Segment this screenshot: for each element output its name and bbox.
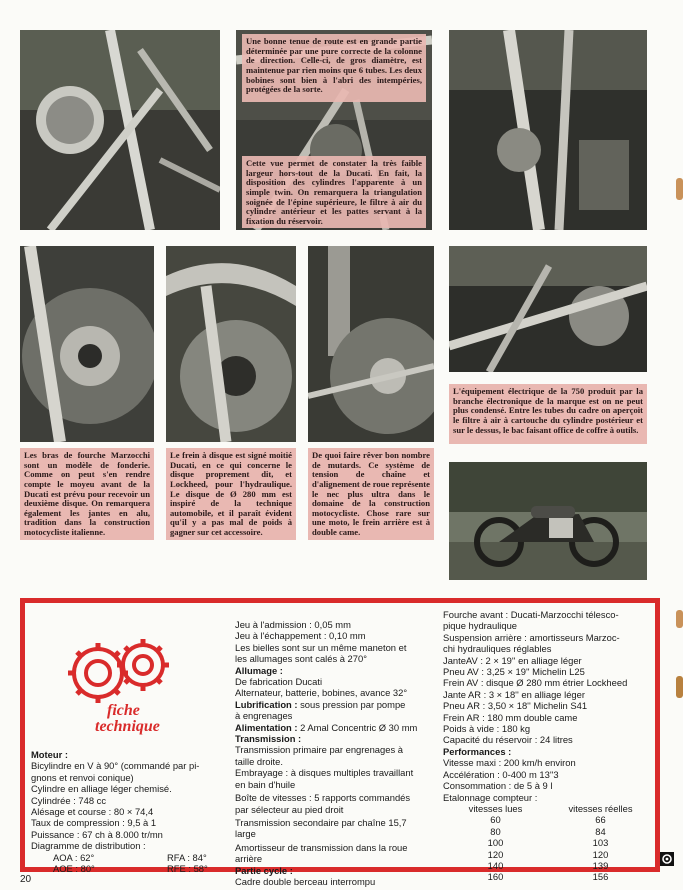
gear-square-icon — [660, 852, 674, 866]
speed-read: 80 — [490, 825, 501, 837]
fiche-line: Jeu à l'échappement : 0,10 mm — [235, 630, 366, 642]
edge-mark — [676, 610, 683, 628]
photo-rear-wheel-image — [308, 246, 434, 442]
fiche-line: Cadre double berceau interrompu — [235, 875, 376, 887]
photo-motorcycle — [449, 462, 647, 580]
caption-steering-column: Une bonne tenue de route est en grande partie déterminée par une pure correcte de la colonne de direction. Celle-ci, de gros diamètre, est maintenue par rien moins que 6 tubes. Les deux bobines sont bien à l'abri des intempéries, protégées de la sorte. — [242, 34, 426, 102]
photo-electrics-image — [449, 246, 647, 372]
fiche-line: Frein AV : disque Ø 280 mm étrier Lockheed — [443, 677, 628, 689]
photo-steering-head-image — [20, 30, 220, 230]
page-number: 20 — [20, 874, 32, 885]
fiche-line: Frein AR : 180 mm double came — [443, 711, 578, 723]
speed-table-header-real: vitesses réelles — [568, 802, 633, 814]
edge-mark — [676, 676, 683, 698]
fiche-line: en bain d'huile — [235, 778, 296, 790]
speed-read: 60 — [490, 814, 501, 826]
fiche-line: Jeu à l'admission : 0,05 mm — [235, 619, 351, 630]
fiche-line: Embrayage : à disques multiples travaillant — [235, 767, 414, 779]
speed-table-header-read: vitesses lues — [468, 802, 523, 814]
fiche-line: Pneu AV : 3,25 × 19'' Michelin L25 — [443, 666, 585, 678]
photo-fork — [20, 246, 154, 442]
heading-allumage: Allumage : — [235, 664, 283, 676]
caption-narrow-width: Cette vue permet de constater la très faible largeur hors-tout de la Ducati. En fait, la disposition des cylindres l'apparente à un simple twin. On remarquera la triangulation soignée de l'épine supérieure, le filtre à air du cylindre antérieur et les pattes servant à la fixation du réservoir. — [242, 156, 426, 228]
fiche-line: Transmission secondaire par chaîne 15,7 — [235, 816, 407, 828]
fiche-line: Alésage et course : 80 × 74,4 — [31, 806, 154, 818]
fiche-line: les allumages sont calés à 270° — [235, 653, 367, 665]
fiche-line: large — [235, 828, 256, 840]
technical-sheet — [20, 598, 660, 887]
fiche-line: Vitesse maxi : 200 km/h environ — [443, 757, 576, 769]
heading-partie-cycle: Partie cycle : — [235, 864, 293, 876]
timing-rfa: RFA : 84° — [167, 851, 207, 863]
photo-engine-top-image — [449, 30, 647, 230]
fiche-line: Etalonnage compteur : — [443, 791, 538, 803]
fiche-line: taille droite. — [235, 755, 283, 767]
fiche-line: JanteAV : 2 × 19'' en alliage léger — [443, 654, 582, 666]
fiche-line: arrière — [235, 853, 263, 865]
fiche-line: Les bielles sont sur un même maneton et — [235, 641, 407, 653]
fiche-line: De fabrication Ducati — [235, 676, 323, 688]
fiche-line: 2 Amal Concentric Ø 30 mm — [300, 721, 418, 733]
fiche-line: Poids à vide : 180 kg — [443, 723, 531, 735]
fiche-line: Accélération : 0-400 m 13''3 — [443, 768, 559, 780]
caption-electrical: L'équipement électrique de la 750 produit par la branche électronique de la marque est on ne peut plus condensé. Entre les tubes du cadre on aperçoit le filtre à air à cartouche du cylindre postérieur et sur le dessus, le bac faisant office de coffre à outils. — [449, 384, 647, 444]
fiche-line: Amortisseur de transmission dans la roue — [235, 841, 408, 853]
speedometer-table — [443, 803, 653, 883]
table-row — [443, 837, 653, 848]
fiche-line: Bicylindre en V à 90° (commandé par pi- — [31, 760, 200, 772]
photo-steering-head — [20, 30, 220, 230]
photo-engine-top — [449, 30, 647, 230]
fiche-line: Boîte de vitesses : 5 rapports commandés — [235, 792, 411, 804]
fiche-logo-line2: technique — [95, 718, 160, 735]
heading-performances: Performances : — [443, 745, 512, 757]
fiche-logo-line1: fiche — [107, 702, 140, 719]
fiche-line: Jante AR : 3 × 18'' en alliage léger — [443, 688, 585, 700]
fiche-line: Puissance : 67 ch à 8.000 tr/mn — [31, 828, 163, 840]
timing-aoa: AOA : 62° — [53, 851, 95, 863]
heading-transmission: Transmission : — [235, 733, 302, 745]
photo-motorcycle-image — [449, 462, 647, 580]
photo-rear-wheel — [308, 246, 434, 442]
speed-real: 66 — [595, 814, 606, 826]
table-row — [443, 860, 653, 871]
fiche-line: gnons et renvoi conique) — [31, 771, 134, 783]
photo-fork-image — [20, 246, 154, 442]
heading-moteur: Moteur : — [31, 749, 68, 760]
fiche-line: chi hydrauliques réglables — [443, 643, 552, 655]
speed-read: 100 — [487, 837, 504, 849]
photo-electrics — [449, 246, 647, 372]
caption-chain-tension: De quoi faire rêver bon nombre de mutards. Ce système de tension de chaîne et d'alignement de roue représente le nec plus ultra dans le domaine de la construction motocycliste. Chose rare sur une moto, le frein arrière est à double came. — [308, 448, 434, 540]
speed-real: 84 — [595, 825, 606, 837]
fiche-line: Capacité du réservoir : 24 litres — [443, 734, 573, 746]
fiche-line: Pneu AR : 3,50 × 18'' Michelin S41 — [443, 700, 588, 712]
fiche-line: Cylindrée : 748 cc — [31, 794, 107, 806]
fiche-line: Transmission primaire par engrenages à — [235, 744, 403, 756]
table-row — [443, 826, 653, 837]
fiche-line: Fourche avant : Ducati-Marzocchi télesco- — [443, 609, 619, 620]
edge-mark — [676, 178, 683, 200]
fiche-line: Taux de compression : 9,5 à 1 — [31, 817, 157, 829]
table-row — [443, 849, 653, 860]
fiche-col-chassis — [443, 609, 657, 883]
speed-read: 140 — [487, 859, 504, 871]
fiche-line: Cylindre en alliage léger chemisé. — [31, 783, 172, 795]
fiche-line: Suspension arrière : amortisseurs Marzoc- — [443, 631, 620, 643]
fiche-line: pique hydraulique — [443, 620, 518, 632]
fiche-logo — [43, 625, 193, 743]
heading-alimentation: Alimentation : — [235, 721, 298, 733]
caption-fork-arms: Les bras de fourche Marzocchi sont un modèle de fonderie. Comme on peut s'en rendre compte le moyeu avant de la Ducati est prévu pour recevoir un deuxième disque. On remarquera également les jantes en alu, tradition dans la construction motocycliste italienne. — [20, 448, 154, 540]
photo-disc-brake — [166, 246, 296, 442]
table-row — [443, 871, 653, 882]
fiche-line: Diagramme de distribution : — [31, 840, 146, 852]
caption-disc-brake: Le frein à disque est signé moitié Ducati, en ce qui concerne le disque proprement dit, et Lockheed, pour l'hydraulique. Le disque de Ø 280 mm est inspiré de la technique automobile, et il paraît évident qu'il y a pas mal de poids à gagner sur cet accessoire. — [166, 448, 296, 540]
timing-aoe: AOE : 80° — [53, 863, 95, 875]
heading-lubrification: Lubrification : — [235, 698, 298, 710]
table-row — [443, 814, 653, 825]
speed-read: 160 — [487, 871, 504, 883]
timing-rfe: RFE : 58° — [167, 863, 208, 875]
speed-real: 120 — [592, 848, 609, 860]
fiche-line: par sélecteur au pied droit — [235, 803, 344, 815]
fiche-line: à engrenages — [235, 710, 293, 722]
speed-real: 139 — [592, 859, 609, 871]
fiche-line: Consommation : de 5 à 9 l — [443, 780, 553, 792]
speed-real: 103 — [592, 837, 609, 849]
fiche-line: sous pression par pompe — [300, 698, 406, 710]
photo-disc-brake-image — [166, 246, 296, 442]
fiche-col-transmission — [235, 619, 441, 887]
speed-real: 156 — [592, 871, 609, 883]
fiche-line: Alternateur, batterie, bobines, avance 32° — [235, 687, 408, 699]
fiche-col-engine — [31, 749, 231, 874]
speed-read: 120 — [487, 848, 504, 860]
